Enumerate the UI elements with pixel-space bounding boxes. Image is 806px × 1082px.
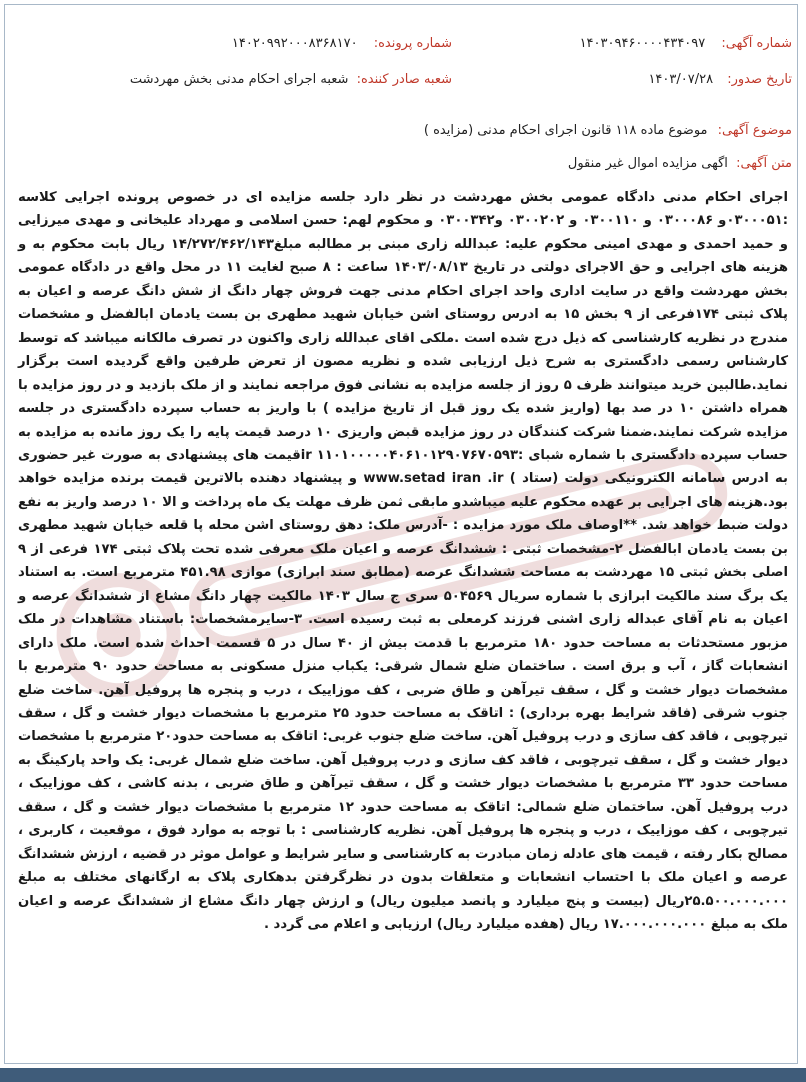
issuer-name: شعبه اجرای احکام مدنی بخش مهردشت: [129, 72, 349, 87]
bottom-bar: [0, 1068, 806, 1082]
ad-number-label: شماره آگهی:: [721, 36, 792, 51]
issue-date-label: تاریخ صدور:: [727, 72, 792, 87]
subject-value: موضوع ماده ۱۱۸ قانون اجرای احکام مدنی (مزایده ): [423, 123, 708, 138]
issuer-row: [130, 72, 452, 87]
issue-date: ۱۴۰۳/۰۷/۲۸: [648, 72, 714, 87]
text-title-value: اگهی مزایده اموال غیر منقول: [567, 156, 728, 171]
issue-date-row: [648, 72, 792, 87]
subject-label: موضوع آگهی:: [717, 123, 792, 138]
issuer-label: شعبه صادر کننده:: [356, 72, 452, 87]
text-title-label: متن آگهی:: [736, 156, 792, 171]
subject-row: [424, 123, 792, 138]
announcement-body: اجرای احکام مدنی دادگاه عمومی بخش مهردشت در نظر دارد جلسه مزایده ای در خصوص پرونده اجرایی کلاسه :۰۳۰۰۰۵۱و ۰۳۰۰۰۸۶ و ۰۳۰۰۱۱۰ و ۰۳۰۰۲۰۲ و۰۳۰۰۳۴۲ و محکوم لهم: حسن اسلامی و مهرداد علیخانی و مهدی میرزایی و حمید احمدی و مهدی امینی محکوم علیه: عبدالله زاری مبنی بر مطالبه مبلغ۱۴/۲۷۲/۴۶۲/۱۴۳ ریال بابت محکوم به و هزینه های اجرایی و حق الاجرای دولتی در تاریخ ۱۴۰۳/۰۸/۱۳ ساعت : ۸ صبح لغایت ۱۱ در محل واقع در دادگاه عمومی بخش مهردشت واقع در سایت اداری واحد اجرای احکام مدنی جهت فروش چهار دانگ از شش دانگ عرصه و اعیان به پلاک ثبتی ۱۷۴فرعی از ۹ بخش ۱۵ به ادرس روستای اشن خیابان شهید مطهری بن بست یادمان ابالفضل و مشخصات مندرج در نظریه کارشناسی که ذیل درج شده است .ملکی اقای عبدالله زاری واکنون در تصرف مالکانه میباشد که توسط کارشناس رسمی دادگستری به شرح ذیل ارزیابی شده و نظریه مصون از تعرض طرفین واقع گردیده است برگزار نماید.طالبین خرید میتوانند ظرف ۵ روز از جلسه مزایده به نشانی فوق مراجعه نمایند و از ملک بازدید و در روز مزایده با همراه داشتن ۱۰ در صد بها (واریز شده یک روز قبل از تاریخ مزایده ) با واریز به حساب سپرده دادگستری در جلسه مزایده شرکت نمایند.ضمنا شرکت کنندگان در روز مزایده قبض واریزی ۱۰ درصد قیمت پایه را یک روز مانده به مزایده به حساب سپرده دادگستری با شماره شبای :ir ۱۱۰۱۰۰۰۰۰۴۰۶۱۰۱۲۹۰۷۶۷۰۵۹۳قیمت های پیشنهادی به صورت غیر حضوری به ادرس سامانه الکترونیکی دولت (ستاد ) www.setad iran .ir و پیشنهاد دهنده بالاترین قیمت برنده مزایده خواهد بود.هزینه های اجرایی بر عهده محکوم علیه میباشدو مابقی ثمن ظرف مهلت یک ماه پرداخت و الا ۱۰ درصد واریز به نفع دولت ضبط خواهد شد. **اوصاف ملک مورد مزایده : -آدرس ملک: دهق روستای اشن محله پا قلعه خیابان شهید مطهری بن بست یادمان ابالفضل ۲-مشخصات ثبتی : ششدانگ عرصه و اعیان ملک معرفی شده تحت پلاک ثبتی ۱۷۴ فرعی از ۹ اصلی بخش ثبتی ۱۵ مهردشت به مساحت ششدانگ عرصه (مطابق سند ابرازی) موازی ۴۵۱.۹۸ مترمربع است. به استناد یک برگ سند مالکیت ابرازی با شماره سریال ۵۰۴۵۶۹ سری ج سال ۱۴۰۳ مالکیت چهار دانگ مشاع از ششدانگ عرصه و اعیان به نام آقای عبداله زاری اشنی فرزند کرمعلی به ثبت رسیده است. ۳-سایرمشخصات: باستناد مشاهدات در ملک مزبور مستحدثات به مساحت حدود ۱۸۰ مترمربع با قدمت بیش از ۴۰ سال در ۵ قسمت احداث شده است. ملک دارای انشعابات گاز ، آب و برق است . ساختمان ضلع شمال شرقی: یکباب منزل مسکونی به مساحت حدود ۹۰ مترمربع با مشخصات دیوار خشت و گل ، سقف تیرآهن و طاق ضربی ، کف موزاییک ، درب و پنجره ها پروفیل آهن. ساخت ضلع جنوب شرقی (فاقد شرایط بهره برداری) : اتاقک به مساحت حدود ۲۵ مترمربع با مشخصات دیوار خشت و گل ، سقف تیرچوبی ، فاقد کف سازی و درب پروفیل آهن. ساخت ضلع جنوب غربی: اتاقک به مساحت حدود۲۰ مترمربع با مشخصات دیوار خشت و گل ، سقف تیرچوبی ، فاقد کف سازی و درب پروفیل آهن. ساخت ضلع شمال غربی: یک واحد پارکینگ به مساحت حدود ۳۳ مترمربع با مشخصات دیوار خشت و گل ، سقف تیرآهن و طاق ضربی ، بدنه کاشی ، کف موزاییک ، درب پروفیل آهن. ساختمان ضلع شمالی: اتاقک به مساحت حدود ۱۲ مترمربع با مشخصات دیوار خشت و گل ، سقف تیرچوبی ، کف موزاییک ، درب و پنجره ها پروفیل آهن. نظریه کارشناسی : با توجه به موارد فوق ، موقعیت ، کاربری ، مصالح بکار رفته ، قیمت های عادله زمان مبادرت به کارشناسی و سایر شرایط و عوامل موثر در قضیه ، ارزش ششدانگ عرصه و اعیان ملک با احتساب انشعابات و متعلقات بدون در نظرگرفتن بدهکاری پلاک به ارگانهای مختلف به مبلغ ۲۵.۵۰۰.۰۰۰.۰۰۰ریال (بیست و پنج میلیارد و پانصد میلیون ریال) و ارزش چهار دانگ مشاع از ششدانگ عرصه و اعیان ملک به مبلغ ۱۷.۰۰۰.۰۰۰.۰۰۰ ریال (هفده میلیارد ریال) ارزیابی و اعلام می گردد .: [18, 190, 789, 933]
ad-number-row: [580, 36, 792, 51]
ad-number: ۱۴۰۳۰۹۴۶۰۰۰۰۴۳۴۰۹۷: [579, 36, 706, 51]
text-title-row: [568, 156, 792, 171]
case-number-row: [232, 36, 452, 51]
case-number-label: شماره پرونده:: [373, 36, 452, 51]
case-number: ۱۴۰۲۰۹۹۲۰۰۰۸۳۶۸۱۷۰: [231, 36, 358, 51]
